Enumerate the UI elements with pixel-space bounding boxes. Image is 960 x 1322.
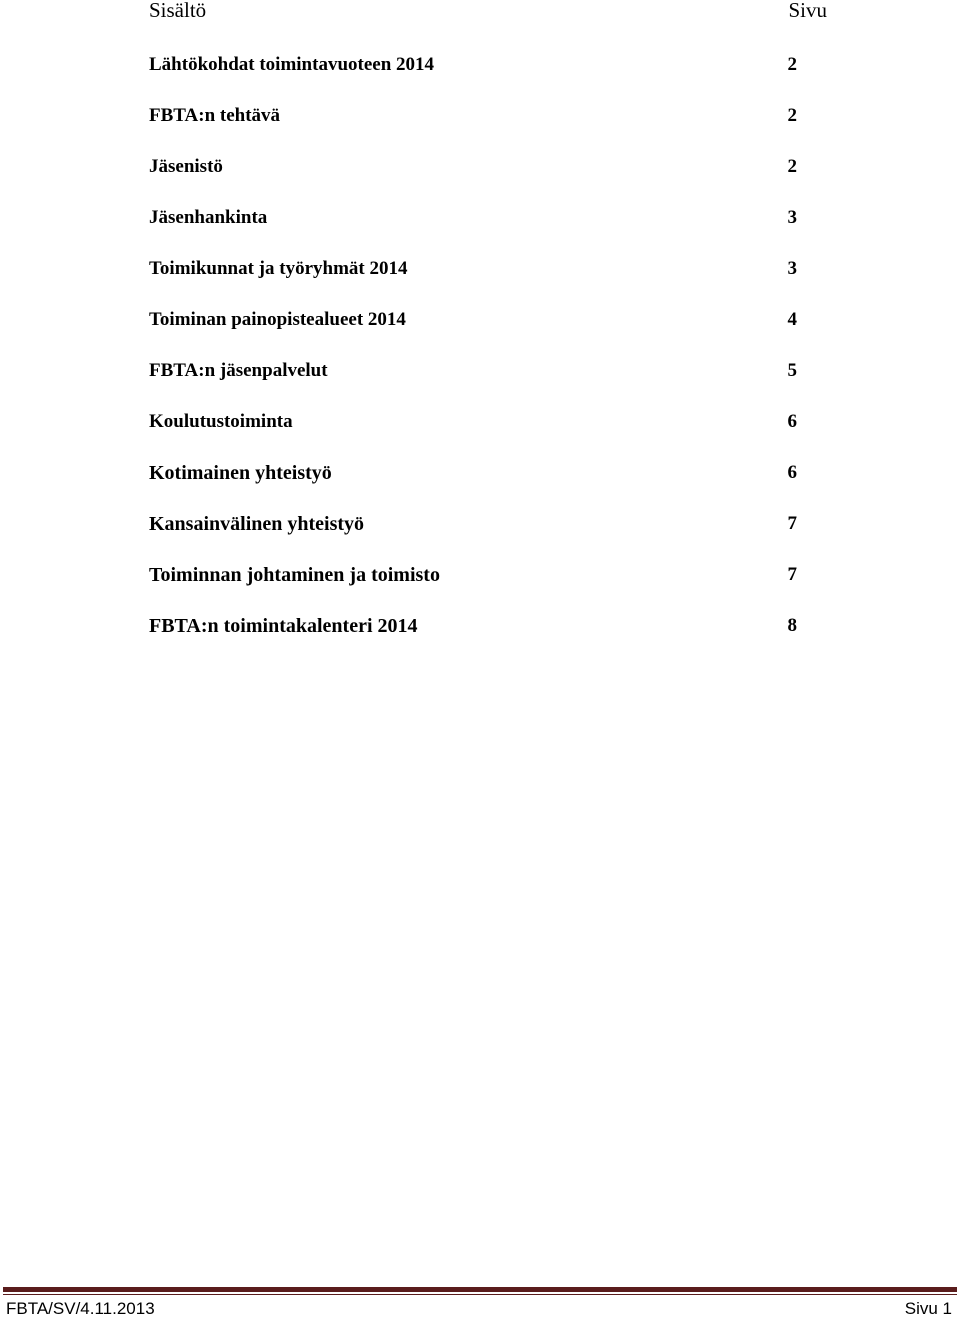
toc-entry-label: Koulutustoiminta bbox=[149, 411, 293, 432]
toc-entry[interactable] bbox=[149, 206, 799, 257]
toc-entry-page: 3 bbox=[787, 207, 797, 228]
page-footer bbox=[6, 1299, 952, 1321]
toc-entry-page: 2 bbox=[787, 54, 797, 75]
toc-entry-label: Kansainvälinen yhteistyö bbox=[149, 513, 365, 535]
toc-entry-page: 6 bbox=[787, 462, 797, 483]
toc-entry-page: 7 bbox=[787, 564, 797, 585]
toc-entry-page: 6 bbox=[787, 411, 797, 432]
footer-rule bbox=[3, 1287, 957, 1295]
toc-entry-page: 5 bbox=[787, 360, 797, 381]
toc-entry[interactable] bbox=[149, 257, 799, 308]
toc-header bbox=[149, 0, 827, 22]
toc-entry-label: Toiminnan johtaminen ja toimisto bbox=[149, 564, 440, 586]
toc-entry-label: Kotimainen yhteistyö bbox=[149, 462, 332, 484]
toc-entry[interactable] bbox=[149, 563, 799, 614]
toc-list bbox=[149, 53, 799, 665]
toc-entry[interactable] bbox=[149, 53, 799, 104]
toc-entry-label: FBTA:n tehtävä bbox=[149, 105, 281, 126]
toc-entry[interactable] bbox=[149, 104, 799, 155]
footer-page-number: Sivu 1 bbox=[904, 1299, 952, 1318]
toc-entry-page: 2 bbox=[787, 156, 797, 177]
toc-entry[interactable] bbox=[149, 614, 799, 665]
toc-entry-label: Toiminan painopistealueet 2014 bbox=[149, 309, 406, 330]
toc-entry-page: 3 bbox=[787, 258, 797, 279]
toc-entry-page: 7 bbox=[787, 513, 797, 534]
toc-entry-page: 4 bbox=[787, 309, 797, 330]
toc-entry[interactable] bbox=[149, 461, 799, 512]
toc-entry[interactable] bbox=[149, 308, 799, 359]
toc-entry-page: 2 bbox=[787, 105, 797, 126]
toc-entry-label: Toimikunnat ja työryhmät 2014 bbox=[149, 258, 408, 279]
toc-entry-page: 8 bbox=[787, 615, 797, 636]
toc-entry-label: FBTA:n jäsenpalvelut bbox=[149, 360, 328, 381]
toc-entry[interactable] bbox=[149, 410, 799, 461]
toc-entry[interactable] bbox=[149, 155, 799, 206]
toc-page-column-label: Sivu bbox=[788, 0, 827, 22]
toc-entry-label: Jäsenhankinta bbox=[149, 207, 268, 228]
footer-doc-reference: FBTA/SV/4.11.2013 bbox=[6, 1299, 155, 1318]
toc-entry[interactable] bbox=[149, 359, 799, 410]
toc-title: Sisältö bbox=[149, 0, 207, 22]
toc-entry[interactable] bbox=[149, 512, 799, 563]
toc-entry-label: Lähtökohdat toimintavuoteen 2014 bbox=[149, 54, 435, 75]
toc-entry-label: Jäsenistö bbox=[149, 156, 223, 177]
toc-entry-label: FBTA:n toimintakalenteri 2014 bbox=[149, 615, 418, 637]
